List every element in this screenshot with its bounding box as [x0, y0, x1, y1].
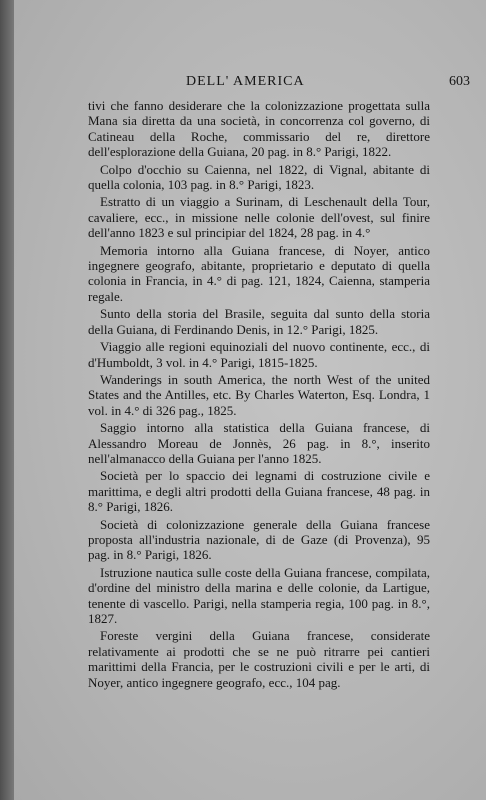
- bibliography-entry: Foreste vergini della Guiana francese, considerate relativamente ai prodotti che se ne può ritrarre pei cantieri marittimi della Francia, per le costruzioni civili e per le arti, di Noyer, antico ingegnere geografo, ecc., 104 pag.: [88, 628, 430, 690]
- bibliography-entry: Società di colonizzazione generale della Guiana francese proposta all'industria nazionale, di de Gaze (di Provenza), 95 pag. in 8.° Parigi, 1826.: [88, 516, 430, 563]
- page-number: 603: [449, 74, 470, 89]
- bibliography-entry: Viaggio alle regioni equinoziali del nuovo continente, ecc., di d'Humboldt, 3 vol. in 4.° Parigi, 1815-1825.: [88, 339, 430, 370]
- running-title: DELL' AMERICA: [186, 74, 305, 89]
- book-page: [14, 0, 486, 800]
- bibliography-entry: Società per lo spaccio dei legnami di costruzione civile e marittima, e degli altri prodotti della Guiana francese, 48 pag. in 8.° Parigi, 1826.: [88, 468, 430, 515]
- bibliography-entry: Wanderings in south America, the north West of the united States and the Antilles, etc. By Charles Waterton, Esq. Londra, 1 vol. in 4.° di 326 pag., 1825.: [88, 371, 430, 418]
- page-header: [14, 74, 486, 94]
- bibliography-entry: tivi che fanno desiderare che la colonizzazione progettata sulla Mana sia diretta da una società, in concorrenza col governo, di Catineau della Roche, commissario del re, direttore dell'esplorazione della Guiana, 20 pag. in 8.° Parigi, 1822.: [88, 98, 430, 160]
- bibliography-entry: Istruzione nautica sulle coste della Guiana francese, compilata, d'ordine del ministro della marina e delle colonie, da Lartigue, tenente di vascello. Parigi, nella stamperia regia, 100 pag. in 8.°, 1827.: [88, 564, 430, 626]
- bibliography-list: [88, 98, 430, 692]
- bibliography-entry: Estratto di un viaggio a Surinam, di Leschenault della Tour, cavaliere, ecc., in missione nelle colonie dell'ovest, sul finire dell'anno 1823 e sul principiar del 1824, 28 pag. in 4.°: [88, 194, 430, 241]
- bibliography-entry: Memoria intorno alla Guiana francese, di Noyer, antico ingegnere geografo, abitante, proprietario e deputato di quella colonia in Francia, in 4.° di pag. 121, 1824, Caienna, stamperia regale.: [88, 242, 430, 304]
- bibliography-entry: Saggio intorno alla statistica della Guiana francese, di Alessandro Moreau de Jonnès, 26 pag. in 8.°, inserito nell'almanacco della Guiana per l'anno 1825.: [88, 420, 430, 466]
- book-spine-shadow: [0, 0, 14, 800]
- bibliography-entry: Colpo d'occhio su Caienna, nel 1822, di Vignal, abitante di quella colonia, 103 pag. in 8.° Parigi, 1823.: [88, 161, 430, 193]
- bibliography-entry: Sunto della storia del Brasile, seguita dal sunto della storia della Guiana, di Ferdinando Denis, in 12.° Parigi, 1825.: [88, 306, 430, 337]
